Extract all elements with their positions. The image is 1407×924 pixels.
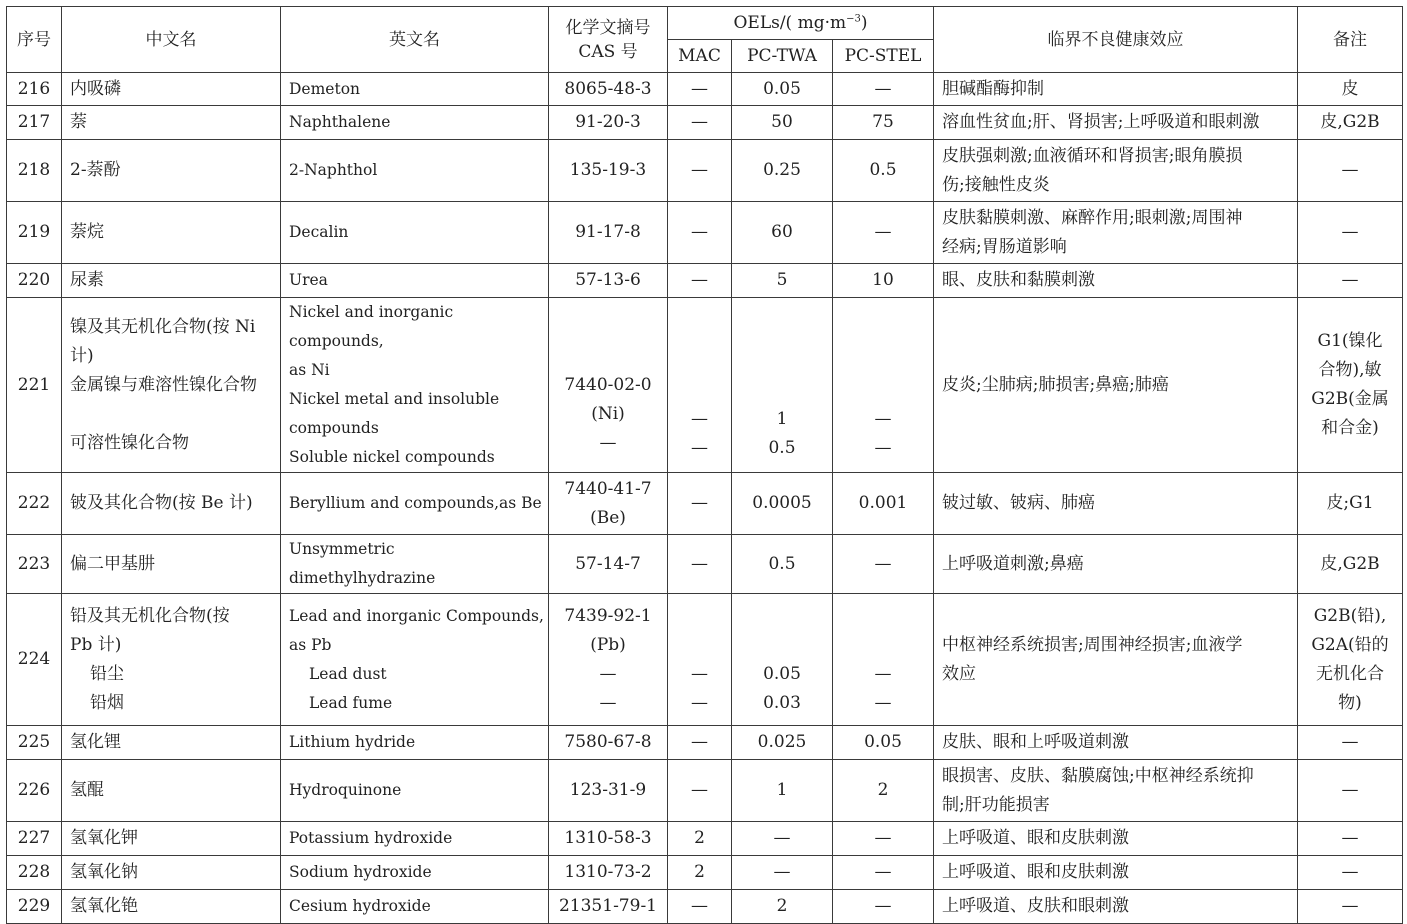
header-oels-exp: −3 [846,13,861,25]
row-effect [934,856,1298,890]
row-pcstel-line: — [874,408,892,429]
row-cn-name [62,535,281,594]
row-pcstel: 75 [833,106,934,140]
en-name-line: Lithium hydride [289,733,416,751]
row-no: 225 [7,726,62,760]
note-line: — [1341,160,1359,180]
row-en-name [281,760,549,822]
cn-name-line: 镍及其无机化合物(按 Ni [70,316,256,337]
row-en-name [281,264,549,298]
row-en-name [281,473,549,535]
en-name-line: Lead dust [309,664,387,683]
effect-line: 伤;接触性皮炎 [942,174,1050,195]
row-cas [549,822,668,856]
note-line: 物) [1338,692,1362,713]
table-row [7,264,1403,298]
row-pctwa: 1 [732,760,833,822]
row-pctwa: 0.05 [732,73,833,106]
cn-name-line: Pb 计) [70,634,122,655]
row-effect [934,106,1298,140]
effect-line: 上呼吸道、眼和皮肤刺激 [942,828,1129,848]
row-no: 226 [7,760,62,822]
row-cas [549,264,668,298]
row-cn-name [62,202,281,264]
row-mac: — [668,202,732,264]
header-cas-line2: CAS 号 [578,41,638,62]
row-pcstel [833,298,934,473]
effect-line: 经病;胃肠道影响 [942,236,1067,257]
row-mac-line: — [691,692,708,713]
row-cas [549,73,668,106]
effect-line: 中枢神经系统损害;周围神经损害;血液学 [942,634,1243,655]
effect-line: 皮炎;尘肺病;肺损害;鼻癌;肺癌 [942,374,1169,395]
cn-name-line: 尿素 [70,270,104,290]
cas-line: 135-19-3 [569,160,647,180]
en-name-line: Nickel and inorganic compounds, [289,303,454,350]
table-row [7,298,1403,473]
en-name-line: Nickel metal and insoluble [289,390,500,408]
note-line: G2B(铅), [1313,605,1387,626]
row-cas [549,760,668,822]
row-mac: — [668,73,732,106]
row-pctwa-line: 0.05 [763,663,801,684]
row-en-name [281,298,549,473]
note-line: G1(镍化 [1317,331,1383,351]
note-line: 皮 [1341,78,1359,99]
row-no: 224 [7,594,62,726]
effect-line: 效应 [942,663,976,684]
row-cn-name [62,264,281,298]
row-en-name [281,140,549,202]
note-line: — [1341,732,1359,752]
cn-name-line: 计) [70,345,94,366]
table-body [7,73,1403,924]
cas-line: — [599,432,617,453]
row-mac: — [668,890,732,924]
row-pcstel-line: — [874,692,892,713]
row-mac-line: — [691,663,708,684]
note-line: — [1341,270,1359,290]
row-pcstel: — [833,822,934,856]
row-pctwa-line: 0.5 [768,437,796,458]
table-header [7,7,1403,73]
cas-line: 1310-73-2 [564,862,652,882]
row-mac: — [668,535,732,594]
row-pctwa: — [732,856,833,890]
row-mac: — [668,106,732,140]
row-pcstel: — [833,73,934,106]
row-pcstel: 0.001 [833,473,934,535]
row-no: 227 [7,822,62,856]
en-name-line: as Pb [289,635,332,654]
row-effect [934,726,1298,760]
cas-line: — [599,692,617,713]
header-oels [668,7,934,40]
cn-name-line: 铅尘 [90,663,124,684]
table-row [7,726,1403,760]
en-name-line: Decalin [289,223,349,241]
cn-name-line: 氢氧化钠 [70,862,138,882]
row-pcstel: — [833,890,934,924]
effect-line: 溶血性贫血;肝、肾损害;上呼吸道和眼刺激 [942,112,1260,132]
cas-line: 7440-02-0 [564,374,652,395]
effect-line: 皮肤、眼和上呼吸道刺激 [942,732,1129,752]
row-no: 229 [7,890,62,924]
note-line: — [1341,896,1359,916]
row-pcstel: — [833,856,934,890]
row-mac-line: — [691,437,708,458]
row-pctwa: 0.25 [732,140,833,202]
cn-name-line: 氢氧化钾 [70,828,138,848]
table-row [7,140,1403,202]
en-name-line: Lead and inorganic Compounds, [289,606,544,625]
row-mac: — [668,473,732,535]
row-effect [934,298,1298,473]
table-row [7,822,1403,856]
row-no: 217 [7,106,62,140]
cn-name-line: 可溶性镍化合物 [70,432,189,453]
table-row [7,760,1403,822]
en-name-line: 2-Naphthol [289,161,378,179]
row-cas [549,856,668,890]
cn-name-line: 萘烷 [70,222,104,242]
en-name-line: Potassium hydroxide [289,829,453,847]
row-effect [934,264,1298,298]
row-mac [668,594,732,726]
row-cn-name [62,856,281,890]
row-en-name [281,535,549,594]
row-no: 220 [7,264,62,298]
note-line: 皮;G1 [1326,493,1374,513]
row-note [1298,473,1403,535]
row-pcstel: 0.05 [833,726,934,760]
table-row [7,594,1403,726]
row-cas [549,726,668,760]
row-no: 228 [7,856,62,890]
row-cas [549,473,668,535]
effect-line: 皮肤黏膜刺激、麻醉作用;眼刺激;周围神 [942,207,1243,228]
row-effect [934,73,1298,106]
en-name-line: Unsymmetric dimethylhydrazine [289,540,436,587]
en-name-line: Beryllium and compounds,as Be [289,494,542,512]
note-line: — [1341,780,1359,800]
row-cn-name [62,726,281,760]
table-row [7,535,1403,594]
row-cn-name [62,760,281,822]
row-cas [549,106,668,140]
row-note [1298,594,1403,726]
row-no: 222 [7,473,62,535]
row-mac: — [668,264,732,298]
table-row [7,106,1403,140]
row-en-name [281,106,549,140]
row-cas [549,594,668,726]
header-cn-name: 中文名 [62,7,281,73]
en-name-line: Demeton [289,79,361,98]
effect-line: 眼、皮肤和黏膜刺激 [942,270,1095,290]
note-line: 合物),敏 [1318,360,1382,380]
header-cas [549,7,668,73]
row-note [1298,73,1403,106]
row-pctwa [732,594,833,726]
cas-line: — [599,663,617,684]
row-en-name [281,202,549,264]
row-note [1298,822,1403,856]
row-pctwa: 5 [732,264,833,298]
row-mac: 2 [668,822,732,856]
effect-line: 皮肤强刺激;血液循环和肾损害;眼角膜损 [942,145,1243,166]
cn-name-line: 偏二甲基肼 [70,553,155,574]
row-cn-name [62,73,281,106]
header-cas-line1: 化学文摘号 [565,17,651,38]
header-effect: 临界不良健康效应 [934,7,1298,73]
row-note [1298,202,1403,264]
table-row [7,202,1403,264]
note-line: 和合金) [1321,418,1379,438]
row-no: 219 [7,202,62,264]
row-effect [934,473,1298,535]
row-pctwa [732,298,833,473]
row-pctwa: 50 [732,106,833,140]
cn-name-line: 铅烟 [90,692,124,713]
en-name-line: compounds [289,419,379,437]
row-pcstel: — [833,202,934,264]
row-cas [549,202,668,264]
row-pctwa: 0.025 [732,726,833,760]
row-pcstel-line: — [874,663,892,684]
cn-name-line: 金属镍与难溶性镍化合物 [70,374,257,395]
row-pctwa: 0.0005 [732,473,833,535]
note-line: 皮,G2B [1320,553,1380,574]
row-pctwa: 2 [732,890,833,924]
row-note [1298,535,1403,594]
row-note [1298,726,1403,760]
row-cn-name [62,822,281,856]
row-pcstel: 2 [833,760,934,822]
cas-line: 1310-58-3 [564,828,652,848]
row-cas [549,140,668,202]
cas-line: 7580-67-8 [564,732,652,752]
cas-line: 91-20-3 [575,112,641,132]
cas-line: 123-31-9 [569,780,647,800]
cn-name-line: 氢氧化铯 [70,896,138,916]
note-line: — [1341,222,1359,242]
row-note [1298,856,1403,890]
effect-line: 上呼吸道、眼和皮肤刺激 [942,862,1129,882]
row-cn-name [62,473,281,535]
note-line: — [1341,828,1359,848]
oel-table-wrapper [6,6,1403,924]
row-en-name [281,856,549,890]
note-line: 无机化合 [1316,663,1384,684]
row-cas [549,298,668,473]
row-effect [934,822,1298,856]
row-pctwa: 0.5 [732,535,833,594]
en-name-line: Naphthalene [289,113,391,131]
row-pcstel [833,594,934,726]
row-effect [934,202,1298,264]
row-mac [668,298,732,473]
note-line: 皮,G2B [1320,112,1380,132]
cas-line: (Be) [590,507,626,528]
row-mac: 2 [668,856,732,890]
en-name-line: Sodium hydroxide [289,863,432,881]
effect-line: 眼损害、皮肤、黏膜腐蚀;中枢神经系统抑 [942,765,1254,786]
en-name-line: Cesium hydroxide [289,897,431,915]
row-no: 221 [7,298,62,473]
cas-line: (Pb) [590,634,626,655]
table-row [7,73,1403,106]
row-note [1298,264,1403,298]
note-line: G2B(金属 [1311,389,1389,409]
header-mac: MAC [668,40,732,73]
effect-line: 制;肝功能损害 [942,794,1050,815]
cn-name-line: 内吸磷 [70,78,121,99]
row-no: 218 [7,140,62,202]
cn-name-line: 氢化锂 [70,732,121,752]
row-en-name [281,726,549,760]
row-mac: — [668,726,732,760]
row-mac: — [668,140,732,202]
row-pctwa-line: 1 [776,408,788,429]
row-cas [549,535,668,594]
en-name-line: as Ni [289,361,330,379]
row-pcstel-line: — [874,437,892,458]
cn-name-line: 萘 [70,112,87,132]
row-no: 216 [7,73,62,106]
row-cn-name [62,594,281,726]
cas-line: 8065-48-3 [564,78,652,99]
row-note [1298,298,1403,473]
cn-name-line: 铅及其无机化合物(按 [70,605,230,626]
header-no: 序号 [7,7,62,73]
header-en-name: 英文名 [281,7,549,73]
row-pcstel: — [833,535,934,594]
table-row [7,473,1403,535]
cas-line: 91-17-8 [575,222,641,242]
note-line: — [1341,862,1359,882]
row-effect [934,594,1298,726]
row-en-name [281,594,549,726]
row-pctwa-line: 0.03 [763,692,801,713]
row-no: 223 [7,535,62,594]
row-cn-name [62,106,281,140]
cn-name-line: 氢醌 [70,780,104,800]
table-row [7,856,1403,890]
cas-line: 57-13-6 [575,270,641,290]
row-note [1298,760,1403,822]
row-en-name [281,822,549,856]
header-pcstel: PC-STEL [833,40,934,73]
effect-line: 上呼吸道、皮肤和眼刺激 [942,896,1129,916]
row-cn-name [62,140,281,202]
en-name-line: Lead fume [309,693,393,712]
en-name-line: Soluble nickel compounds [289,448,495,466]
header-pctwa: PC-TWA [732,40,833,73]
header-oels-suffix: ) [860,13,868,33]
cn-name-line: 2-萘酚 [70,160,121,180]
row-pctwa: — [732,822,833,856]
cas-line: (Ni) [591,403,625,424]
header-note: 备注 [1298,7,1403,73]
cn-name-line: 铍及其化合物(按 Be 计) [70,493,253,513]
oel-table [6,6,1403,924]
row-effect [934,535,1298,594]
row-mac: — [668,760,732,822]
row-en-name [281,73,549,106]
effect-line: 铍过敏、铍病、肺癌 [942,493,1095,513]
en-name-line: Hydroquinone [289,781,402,799]
en-name-line: Urea [289,271,328,289]
effect-line: 上呼吸道刺激;鼻癌 [942,553,1084,574]
row-note [1298,106,1403,140]
row-note [1298,140,1403,202]
cas-line: 7439-92-1 [564,605,652,626]
effect-line: 胆碱酯酶抑制 [942,78,1044,99]
cas-line: 21351-79-1 [558,896,657,916]
cas-line: 57-14-7 [575,553,641,574]
row-pcstel: 0.5 [833,140,934,202]
row-mac-line: — [691,408,708,429]
row-effect [934,140,1298,202]
row-cn-name [62,298,281,473]
row-effect [934,760,1298,822]
header-oels-prefix: OELs/( mg·m [733,13,847,33]
cas-line: 7440-41-7 [564,478,652,499]
row-pcstel: 10 [833,264,934,298]
note-line: G2A(铅的 [1311,634,1389,655]
row-pctwa: 60 [732,202,833,264]
